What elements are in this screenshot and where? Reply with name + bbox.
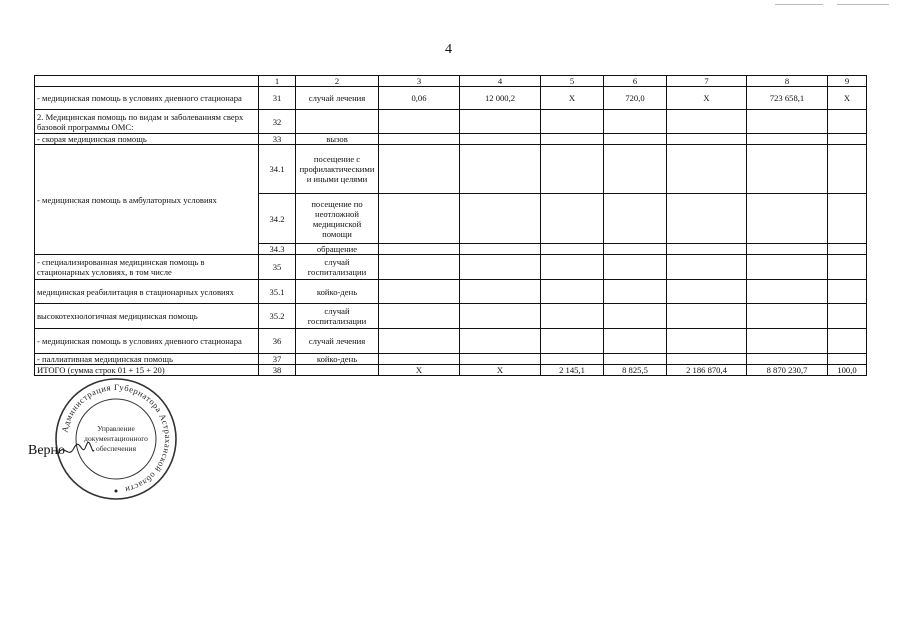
header-cell: 5 — [541, 76, 604, 87]
cell: 2 186 870,4 — [667, 365, 747, 376]
row-unit: случай лечения — [296, 87, 379, 110]
cell — [667, 280, 747, 304]
budget-table — [34, 75, 867, 376]
cell — [667, 110, 747, 134]
header-cell: 4 — [460, 76, 541, 87]
row-name: - медицинская помощь в условиях дневного стационара — [35, 87, 259, 110]
seal-ring-text: Администрация Губернатора Астраханской области — [59, 381, 174, 496]
cell — [541, 304, 604, 329]
total-row — [35, 365, 867, 376]
cell — [604, 134, 667, 145]
row-name: медицинская реабилитация в стационарных условиях — [35, 280, 259, 304]
table-row — [35, 87, 867, 110]
row-code: 38 — [259, 365, 296, 376]
cell: Х — [541, 87, 604, 110]
cell — [460, 134, 541, 145]
row-code: 35.1 — [259, 280, 296, 304]
row-name: - медицинская помощь в амбулаторных условиях — [35, 145, 259, 255]
cell — [747, 145, 828, 194]
cell — [604, 280, 667, 304]
row-name: 2. Медицинская помощь по видам и заболеваниям сверх базовой программы ОМС: — [35, 110, 259, 134]
row-name: высокотехнологичная медицинская помощь — [35, 304, 259, 329]
cell: 8 870 230,7 — [747, 365, 828, 376]
cell — [747, 244, 828, 255]
cell — [747, 354, 828, 365]
cell — [460, 194, 541, 244]
cell — [667, 354, 747, 365]
cell — [667, 134, 747, 145]
row-code: 34.3 — [259, 244, 296, 255]
seal-center-line: обеспечения — [95, 444, 137, 453]
cell — [379, 280, 460, 304]
cell: 12 000,2 — [460, 87, 541, 110]
cell — [541, 134, 604, 145]
row-name: - скорая медицинская помощь — [35, 134, 259, 145]
cell — [828, 329, 867, 354]
row-unit: вызов — [296, 134, 379, 145]
header-cell: 8 — [747, 76, 828, 87]
cell: Х — [460, 365, 541, 376]
cell — [460, 354, 541, 365]
row-code: 31 — [259, 87, 296, 110]
cell — [828, 244, 867, 255]
signature-scribble — [56, 440, 96, 462]
table-row — [35, 134, 867, 145]
cell — [379, 329, 460, 354]
cell — [667, 194, 747, 244]
cell — [541, 329, 604, 354]
cell — [828, 134, 867, 145]
cell — [541, 194, 604, 244]
cell: 2 145,1 — [541, 365, 604, 376]
row-code: 32 — [259, 110, 296, 134]
table-row — [35, 110, 867, 134]
cell — [460, 110, 541, 134]
cell: 720,0 — [604, 87, 667, 110]
cell — [460, 280, 541, 304]
cell — [604, 145, 667, 194]
cell — [828, 255, 867, 280]
cell: Х — [379, 365, 460, 376]
cell — [379, 145, 460, 194]
header-cell: 6 — [604, 76, 667, 87]
cell — [667, 145, 747, 194]
row-code: 35.2 — [259, 304, 296, 329]
cell — [667, 255, 747, 280]
cell — [541, 255, 604, 280]
cell — [460, 244, 541, 255]
header-cell: 3 — [379, 76, 460, 87]
page-number: 4 — [445, 42, 452, 57]
cell: 723 658,1 — [747, 87, 828, 110]
cell — [747, 255, 828, 280]
cell — [296, 365, 379, 376]
row-unit: посещение с профилактическими и иными целями — [296, 145, 379, 194]
cell: Х — [828, 87, 867, 110]
cell — [604, 255, 667, 280]
header-cell: 9 — [828, 76, 867, 87]
cell — [379, 244, 460, 255]
cell — [604, 354, 667, 365]
row-unit: койко-день — [296, 354, 379, 365]
cell — [747, 304, 828, 329]
cell: 0,06 — [379, 87, 460, 110]
row-unit: посещение по неотложной медицинской помощи — [296, 194, 379, 244]
cell — [541, 145, 604, 194]
cell — [379, 134, 460, 145]
cell — [379, 110, 460, 134]
row-unit: случай госпитализации — [296, 255, 379, 280]
cell — [747, 329, 828, 354]
cell — [541, 244, 604, 255]
cell — [828, 304, 867, 329]
cell — [379, 354, 460, 365]
row-code: 35 — [259, 255, 296, 280]
cell: 8 825,5 — [604, 365, 667, 376]
seal-center-line: документационного — [84, 434, 148, 443]
cell — [667, 304, 747, 329]
cell — [604, 194, 667, 244]
table-row — [35, 255, 867, 280]
row-name: - специализированная медицинская помощь в стационарных условиях, в том числе — [35, 255, 259, 280]
row-code: 34.2 — [259, 194, 296, 244]
row-name: - паллиативная медицинская помощь — [35, 354, 259, 365]
cell — [828, 280, 867, 304]
row-code: 34.1 — [259, 145, 296, 194]
cell — [379, 304, 460, 329]
cell — [604, 110, 667, 134]
cell — [541, 354, 604, 365]
row-code: 37 — [259, 354, 296, 365]
cell: Х — [667, 87, 747, 110]
table-row — [35, 304, 867, 329]
cell — [460, 304, 541, 329]
row-code: 36 — [259, 329, 296, 354]
row-unit: обращение — [296, 244, 379, 255]
cell — [828, 145, 867, 194]
cell — [460, 329, 541, 354]
row-unit: койко-день — [296, 280, 379, 304]
row-name: - медицинская помощь в условиях дневного стационара — [35, 329, 259, 354]
cell — [747, 280, 828, 304]
cell — [541, 280, 604, 304]
row-unit: случай лечения — [296, 329, 379, 354]
cell — [460, 145, 541, 194]
cell — [747, 110, 828, 134]
cell — [379, 194, 460, 244]
cell — [667, 329, 747, 354]
row-name: ИТОГО (сумма строк 01 + 15 + 20) — [35, 365, 259, 376]
cell — [828, 354, 867, 365]
seal-center-line: Управление — [97, 424, 135, 433]
header-cell: 2 — [296, 76, 379, 87]
cell — [747, 194, 828, 244]
cell: 100,0 — [828, 365, 867, 376]
cell — [541, 110, 604, 134]
cell — [604, 244, 667, 255]
cell — [604, 304, 667, 329]
cell — [828, 194, 867, 244]
header-row — [35, 76, 867, 87]
header-cell: 1 — [259, 76, 296, 87]
verified-signature: Верно — [28, 443, 66, 458]
table-row — [35, 354, 867, 365]
official-seal — [54, 377, 178, 501]
cell — [379, 255, 460, 280]
row-unit: случай госпитализации — [296, 304, 379, 329]
cell — [828, 110, 867, 134]
corner-marks — [775, 4, 895, 10]
header-cell — [35, 76, 259, 87]
cell — [296, 110, 379, 134]
cell — [604, 329, 667, 354]
table-row — [35, 329, 867, 354]
table-row — [35, 145, 867, 194]
cell — [667, 244, 747, 255]
cell — [747, 134, 828, 145]
header-cell: 7 — [667, 76, 747, 87]
cell — [460, 255, 541, 280]
row-code: 33 — [259, 134, 296, 145]
table-row — [35, 280, 867, 304]
